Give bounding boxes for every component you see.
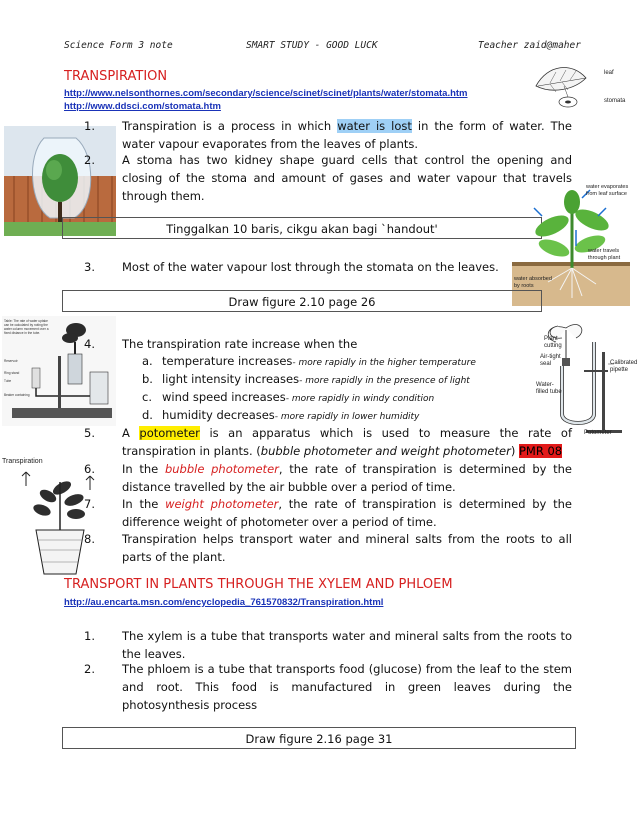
transpiration-item-1 <box>64 117 572 153</box>
item-text: The transpiration rate increase when the <box>122 337 358 351</box>
pmr-08-badge: PMR 08 <box>518 444 563 458</box>
potometer-label-seal: Air-tight seal <box>540 354 561 367</box>
svg-text:can be calculated by noting th: can be calculated by noting the <box>4 323 48 327</box>
bubble-potometer-diagram <box>2 316 116 426</box>
link-encarta[interactable]: http://au.encarta.msn.com/encyclopedia_761570832/Transpiration.html <box>64 597 384 608</box>
link-nelsonthornes[interactable]: http://www.nelsonthornes.com/secondary/science/scinet/scinet/plants/water/stomata.htm <box>64 88 468 99</box>
svg-text:Table: The rate of water uptak: Table: The rate of water uptake <box>4 319 48 323</box>
potometer-label-tube: Water-filled tube <box>536 382 562 395</box>
item-number: 8. <box>84 532 95 546</box>
potometer-label-cutting: Plant cutting <box>544 336 562 349</box>
transpiration-item-5 <box>64 424 572 460</box>
transpiration-item-2 <box>64 151 572 205</box>
item-number: 1. <box>84 119 95 133</box>
potometer-label-pipette: Calibrated pipette <box>610 360 638 373</box>
item-number: 2. <box>84 153 95 167</box>
svg-text:Reservoir: Reservoir <box>4 359 18 363</box>
transport-item-2 <box>64 660 572 714</box>
item-number: 4. <box>84 337 95 351</box>
plant-label-travels: water travels through plant <box>588 248 621 261</box>
transpiration-item-3 <box>64 258 572 276</box>
transpiration-figure-label: Transpiration <box>2 458 43 465</box>
draw-figure-2-10-box: Draw figure 2.10 page 26 <box>62 290 542 312</box>
item-text: In the bubble photometer, the rate of transpiration is determined by the distance travelled by the air bubble over a period of time. <box>122 462 572 494</box>
item-number: 1. <box>84 629 95 643</box>
svg-text:water column movement over a: water column movement over a <box>4 327 49 331</box>
section-title-transport: TRANSPORT IN PLANTS THROUGH THE XYLEM AND PHLOEM <box>64 577 453 592</box>
link-ddsci[interactable]: http://www.ddsci.com/stomata.htm <box>64 101 221 112</box>
factor-b: b. light intensity increases- more rapidly in the presence of light <box>142 372 470 386</box>
highlight-potometer: potometer <box>139 426 200 440</box>
transpiration-item-6 <box>64 460 572 496</box>
potometer-label-title: Potometer <box>584 430 612 436</box>
highlight-water-is-lost: water is lost <box>337 119 412 133</box>
item-text: Transpiration is a process in which water is lost in the form of water. The water vapour evaporates from the leaves of plants. <box>122 119 572 151</box>
handout-note-box: Tinggalkan 10 baris, cikgu akan bagi `handout' <box>62 217 542 239</box>
item-text: In the weight photometer, the rate of transpiration is determined by the difference weight of photometer over a period of time. <box>122 497 572 529</box>
section-title-transpiration: TRANSPIRATION <box>64 69 168 84</box>
transport-item-1 <box>64 627 572 663</box>
item-number: 2. <box>84 662 95 676</box>
header-left: Science Form 3 note <box>64 40 173 51</box>
item-text: A potometer is an apparatus which is used to measure the rate of transpiration in plants. (bubble photometer and weight photometer) PMR 08 <box>122 426 572 458</box>
item-text: Most of the water vapour lost through the stomata on the leaves. <box>122 260 499 274</box>
stomata-label: stomata <box>604 98 626 104</box>
transpiration-item-7 <box>64 495 572 531</box>
svg-text:Tube: Tube <box>4 379 12 383</box>
item-text: Transpiration helps transport water and mineral salts from the roots to all parts of the plant. <box>122 532 572 564</box>
item-number: 7. <box>84 497 95 511</box>
leaf-label: leaf <box>604 70 614 76</box>
item-number: 5. <box>84 426 95 440</box>
leaf-stomata-figure <box>528 56 598 112</box>
factor-a: a. temperature increases- more rapidly in the higher temperature <box>142 354 476 368</box>
draw-figure-2-16-box: Draw figure 2.16 page 31 <box>62 727 576 749</box>
item-text: The phloem is a tube that transports food (glucose) from the leaf to the stem and root. This food is manufactured in green leaves during the photosynthesis process <box>122 662 572 712</box>
header-center: SMART STUDY - GOOD LUCK <box>246 40 378 51</box>
svg-text:Ring stand: Ring stand <box>4 371 20 375</box>
header-right: Teacher zaid@maher <box>478 40 581 51</box>
factor-c: c. wind speed increases- more rapidly in windy condition <box>142 390 435 404</box>
item-text: A stoma has two kidney shape guard cells that control the opening and closing of the stoma and amount of gases and water vapour that travels through them. <box>122 153 572 203</box>
weight-photometer-term: weight photometer <box>165 497 279 511</box>
plant-label-absorbed: water absorbed by roots <box>514 276 552 289</box>
svg-text:fixed distance in the tube.: fixed distance in the tube. <box>4 331 41 335</box>
item-number: 3. <box>84 260 95 274</box>
item-text: The xylem is a tube that transports water and mineral salts from the roots to the leaves. <box>122 629 572 661</box>
factor-d: d. humidity decreases- more rapidly in lower humidity <box>142 408 420 422</box>
transpiration-item-4 <box>64 335 572 353</box>
svg-text:Beaker containing: Beaker containing <box>4 393 30 397</box>
plant-label-evaporates: water evaporates from leaf surface <box>586 184 629 197</box>
item-number: 6. <box>84 462 95 476</box>
bubble-photometer-term: bubble photometer <box>164 462 279 476</box>
transpiration-item-8 <box>64 530 572 566</box>
